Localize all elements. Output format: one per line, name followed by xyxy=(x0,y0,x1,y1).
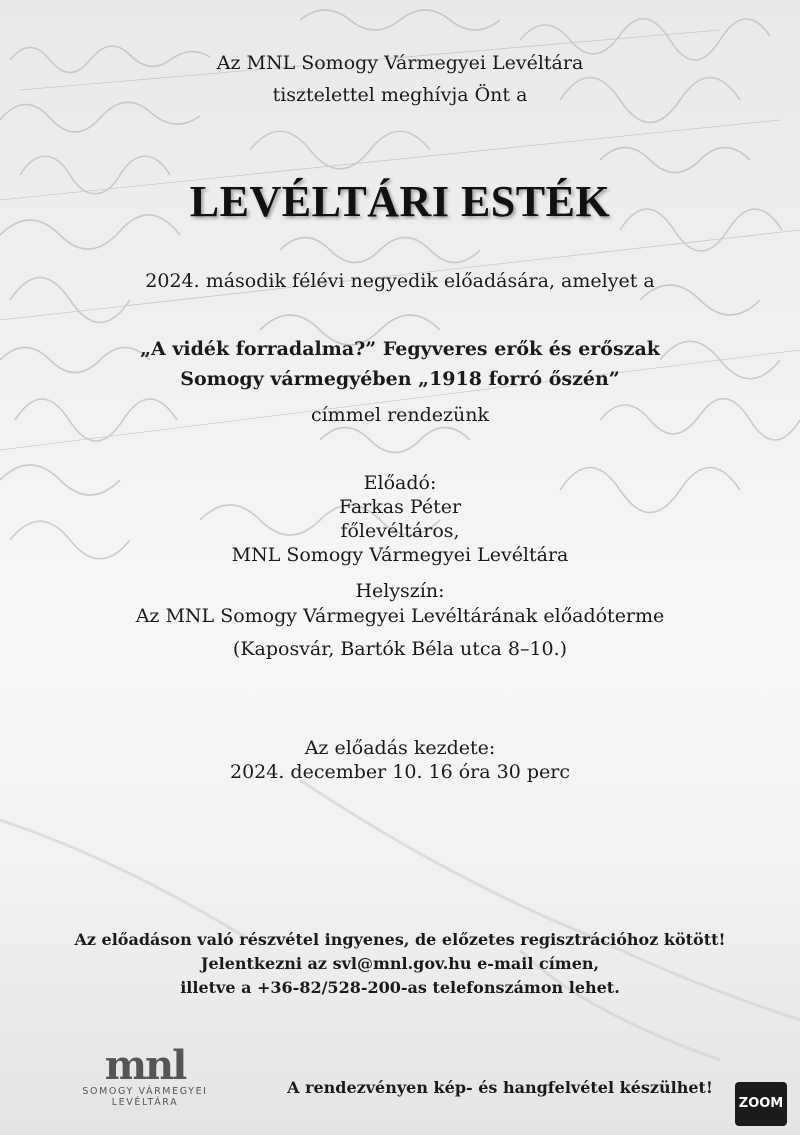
event-subtitle: 2024. második félévi negyedik előadására, amelyet a xyxy=(145,270,655,292)
presenter-name: Farkas Péter xyxy=(338,496,462,518)
event-title: LEVÉLTÁRI ESTÉK xyxy=(189,177,611,226)
venue-address: (Kaposvár, Bartók Béla utca 8–10.) xyxy=(232,638,568,660)
presenter-label: Előadó: xyxy=(363,472,437,494)
footer-line-1: Az előadáson való részvétel ingyenes, de előzetes regisztrációhoz kötött! xyxy=(74,930,726,949)
recording-notice: A rendezvényen kép- és hangfelvétel készülhet! xyxy=(287,1078,713,1097)
zoom-badge: ZOOM xyxy=(735,1082,787,1126)
presenter-org: MNL Somogy Vármegyei Levéltára xyxy=(231,544,569,566)
logo-line-2: LEVÉLTÁRA xyxy=(111,1097,179,1108)
presenter-role: főlevéltáros, xyxy=(340,520,460,542)
lecture-title-line-2: Somogy vármegyében „1918 forró őszén” xyxy=(180,368,620,390)
mnl-logo-mark: mnl xyxy=(104,1042,186,1089)
header-line-1: Az MNL Somogy Vármegyei Levéltára xyxy=(216,52,584,74)
start-datetime: 2024. december 10. 16 óra 30 perc xyxy=(230,761,570,783)
mnl-logo xyxy=(70,1042,220,1108)
logo-line-1: SOMOGY VÁRMEGYEI xyxy=(82,1086,208,1097)
start-label: Az előadás kezdete: xyxy=(304,737,496,759)
lecture-title-line-3: címmel rendezünk xyxy=(310,404,490,426)
venue-label: Helyszín: xyxy=(355,580,445,602)
lecture-title-line-1: „A vidék forradalma?” Fegyveres erők és erőszak xyxy=(140,338,660,360)
footer-line-2: Jelentkezni az svl@mnl.gov.hu e-mail címen, xyxy=(200,954,600,973)
venue-name: Az MNL Somogy Vármegyei Levéltárának előadóterme xyxy=(135,605,665,627)
footer-line-3: illetve a +36-82/528-200-as telefonszámon lehet. xyxy=(180,978,620,997)
header-line-2: tisztelettel meghívja Önt a xyxy=(272,84,528,106)
